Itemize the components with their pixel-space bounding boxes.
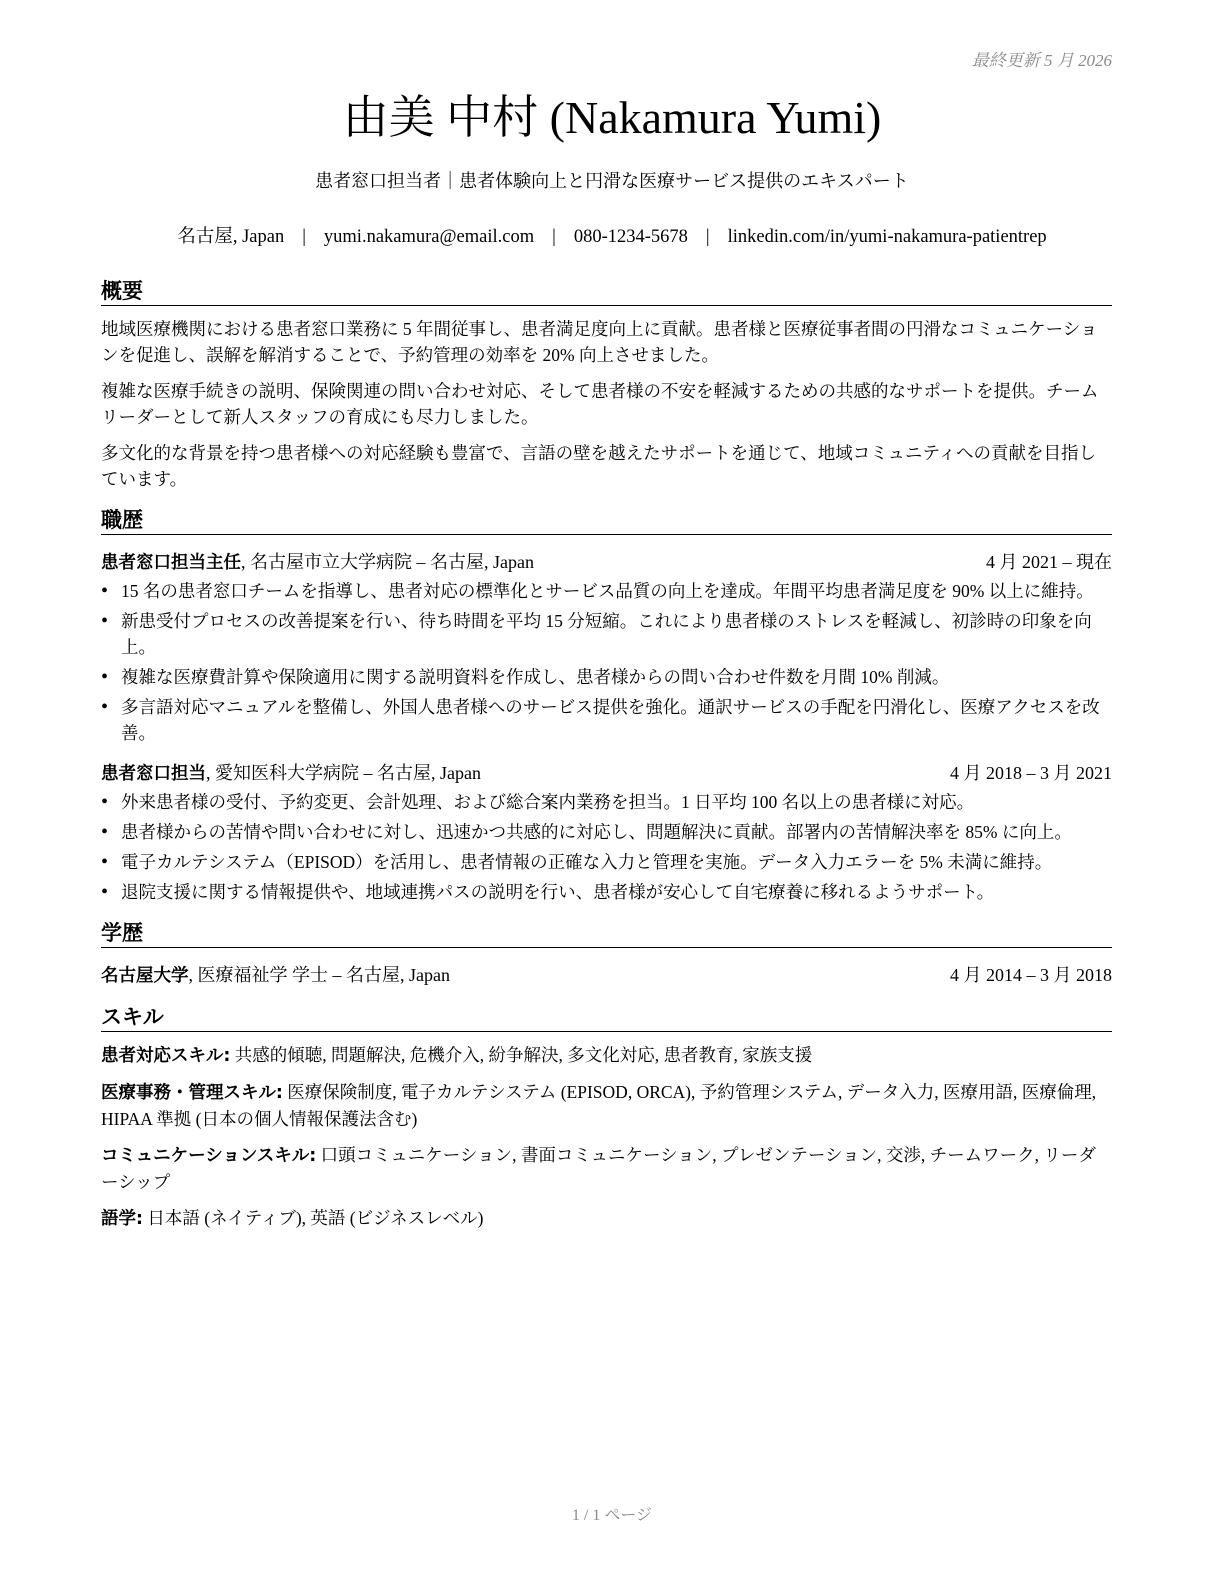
education-heading — [101, 962, 450, 989]
contact-phone: 080-1234-5678 — [573, 227, 688, 247]
experience-section — [101, 506, 1112, 905]
skill-value: 日本語 (ネイティブ), 英語 (ビジネスレベル) — [143, 1208, 484, 1228]
job-role: 患者窓口担当主任 — [101, 553, 241, 573]
education-entry — [101, 962, 1112, 989]
resume-content — [101, 277, 1112, 1232]
job-dates: 4 月 2018 – 3 月 2021 — [950, 763, 1112, 783]
last-updated: 最終更新 5 月 2026 — [971, 51, 1112, 70]
job-entry — [101, 549, 1112, 746]
contact-email[interactable]: yumi.nakamura@email.com — [323, 227, 535, 247]
contact-separator: | — [552, 227, 556, 247]
candidate-name: 由美 中村 (Nakamura Yumi) — [342, 92, 882, 143]
page-number: 1 / 1 ページ — [571, 1507, 653, 1524]
job-org: , 愛知医科大学病院 – 名古屋, Japan — [206, 763, 481, 783]
skill-label: コミュニケーションスキル: — [101, 1146, 317, 1166]
job-bullet: • 複雑な医療費計算や保険適用に関する説明資料を作成し、患者様からの問い合わせ件数を月間 10% 削減。 — [121, 664, 1112, 690]
skill-row — [101, 1079, 1112, 1132]
tagline: 患者窓口担当者｜患者体験向上と円滑な医療サービス提供のエキスパート — [315, 171, 909, 192]
skills-section — [101, 1003, 1112, 1232]
skill-value: 医療保険制度, 電子カルテシステム (EPISOD, ORCA), 予約管理システム, データ入力, 医療用語, 医療倫理, HIPAA 準拠 (日本の個人情報保護法含む) — [101, 1082, 1097, 1129]
contact-location: 名古屋, Japan — [177, 227, 285, 247]
job-bullet: • 外来患者様の受付、予約変更、会計処理、および総合案内業務を担当。1 日平均 100 名以上の患者様に対応。 — [121, 789, 1112, 815]
job-bullet: • 退院支援に関する情報提供や、地域連携パスの説明を行い、患者様が安心して自宅療養に移れるようサポート。 — [121, 879, 1112, 905]
job-bullets — [101, 789, 1112, 905]
job-bullet: • 多言語対応マニュアルを整備し、外国人患者様へのサービス提供を強化。通訳サービスの手配を円滑化し、医療アクセスを改善。 — [121, 694, 1112, 746]
skill-value: 共感的傾聴, 問題解決, 危機介入, 紛争解決, 多文化対応, 患者教育, 家族支援 — [230, 1045, 813, 1065]
job-bullet: • 15 名の患者窓口チームを指導し、患者対応の標準化とサービス品質の向上を達成。年間平均患者満足度を 90% 以上に維持。 — [121, 578, 1112, 604]
education-section — [101, 919, 1112, 989]
skill-row — [101, 1042, 1112, 1069]
skill-label: 医療事務・管理スキル: — [101, 1083, 283, 1103]
job-heading — [101, 760, 481, 787]
section-title-summary: 概要 — [101, 277, 1112, 306]
job-bullet: • 新患受付プロセスの改善提案を行い、待ち時間を平均 15 分短縮。これにより患者様のストレスを軽減し、初診時の印象を向上。 — [121, 608, 1112, 660]
job-heading — [101, 549, 534, 576]
job-bullets — [101, 578, 1112, 746]
job-role: 患者窓口担当 — [101, 764, 206, 784]
education-dates: 4 月 2014 – 3 月 2018 — [950, 965, 1112, 985]
job-bullet: • 電子カルテシステム（EPISOD）を活用し、患者情報の正確な入力と管理を実施。データ入力エラーを 5% 未満に維持。 — [121, 849, 1112, 875]
job-bullet: • 患者様からの苦情や問い合わせに対し、迅速かつ共感的に対応し、問題解決に貢献。部署内の苦情解決率を 85% に向上。 — [121, 819, 1112, 845]
skill-label: 患者対応スキル: — [101, 1046, 231, 1066]
contact-separator: | — [705, 227, 710, 247]
job-org: , 名古屋市立大学病院 – 名古屋, Japan — [241, 552, 534, 572]
skill-row — [101, 1205, 1112, 1232]
skill-label: 語学: — [101, 1209, 143, 1229]
job-dates: 4 月 2021 – 現在 — [986, 552, 1112, 572]
skill-value: 口頭コミュニケーション, 書面コミュニケーション, プレゼンテーション, 交渉, チームワーク, リーダーシップ — [101, 1145, 1096, 1192]
section-title-education: 学歴 — [101, 919, 1112, 948]
contact-line — [0, 224, 1224, 250]
summary-section — [101, 277, 1112, 492]
contact-linkedin[interactable]: linkedin.com/in/yumi-nakamura-patientrep — [727, 227, 1047, 247]
skill-row — [101, 1142, 1112, 1195]
section-title-skills: スキル — [101, 1003, 1112, 1032]
section-title-experience: 職歴 — [101, 506, 1112, 535]
summary-paragraph: 地域医療機関における患者窓口業務に 5 年間従事し、患者満足度向上に貢献。患者様と医療従事者間の円滑なコミュニケーションを促進し、誤解を解消することで、予約管理の効率を 20% 向上させました。 — [101, 319, 1098, 365]
job-header — [101, 549, 1112, 576]
summary-paragraph: 多文化的な背景を持つ患者様への対応経験も豊富で、言語の壁を越えたサポートを通じて、地域コミュニティへの貢献を目指しています。 — [101, 443, 1097, 489]
job-header — [101, 760, 1112, 787]
education-detail: , 医療福祉学 学士 – 名古屋, Japan — [188, 965, 450, 985]
job-entry — [101, 760, 1112, 905]
contact-separator: | — [302, 227, 306, 247]
summary-paragraph: 複雑な医療手続きの説明、保険関連の問い合わせ対応、そして患者様の不安を軽減するための共感的なサポートを提供。チームリーダーとして新人スタッフの育成にも尽力しました。 — [101, 381, 1099, 427]
education-school: 名古屋大学 — [101, 966, 189, 986]
